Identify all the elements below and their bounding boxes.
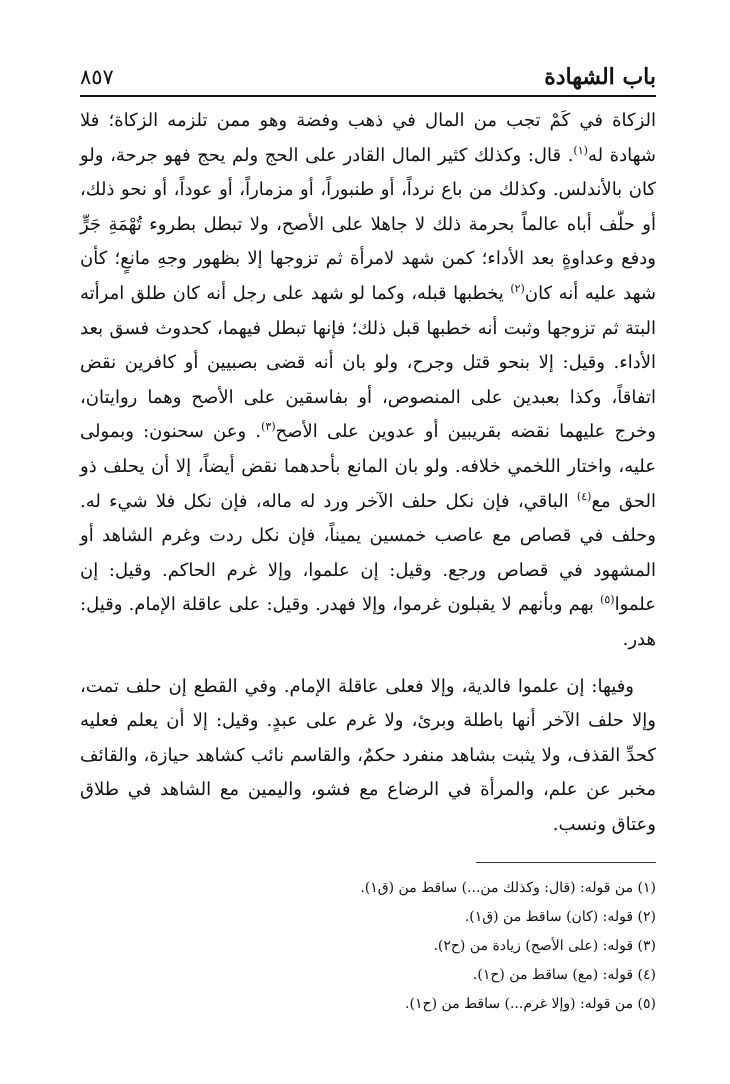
footnote: (٥) من قوله: (وإلا غرم...) ساقط من (ح١).: [405, 996, 656, 1012]
paragraph: [80, 104, 656, 658]
footnotes: [80, 874, 656, 1019]
text-run: يخطبها قبله، وكما لو شهد على رجل أنه كان طلق امرأته البتة ثم تزوجها وثبت أنه خطبها قبل ذلك؛ فإنها تبطل فيهما، كحدوث فسق بعد الأداء. وقيل: إلا بنحو قتل وجرح، ولو بان أنه قضى بصبيين أو كافرين نقض اتفاقاً، وكذا بعبدين على المنصوص، أو بفاسقين على الأصح وهما روايتان، وخرج عليهما نقضه بقريبين أو عدوين على الأصح: [80, 282, 656, 443]
footnote: (٣) قوله: (على الأصح) زيادة من (ح٢).: [433, 938, 656, 954]
main-text: [80, 104, 656, 842]
footnote-marker: (٢): [510, 281, 525, 295]
footnote: (٤) قوله: (مع) ساقط من (ح١).: [472, 967, 656, 983]
text-run: . قال: وكذلك كثير المال القادر على الحج ولم يحج فهو جرحة، ولو كان بالأندلس. وكذلك من باع نرداً، أو طنبوراً، أو مزماراً، أو عوداً، أو نحو ذلك، أو حلّف أباه عالماً بحرمة ذلك لا جاهلا على الأصح، ولا تبطل بطروء تُهْمَةِ جَرٍّ ودفع وعداوةٍ بعد الأداء؛ كمن شهد لامرأة ثم تزوجها إلا بظهور وجهِ مانعٍ؛ كأن شهد عليه أنه كان: [80, 144, 656, 304]
footnote-separator: [476, 862, 656, 863]
footnote-marker: (٣): [261, 420, 276, 434]
text-run: الزكاة في كَمْ تجب من المال في ذهب وفضة وهو ممن تلزمه الزكاة؛ فلا شهادة له: [80, 110, 656, 166]
paragraph: [80, 670, 656, 843]
footnote: (٢) قوله: (كان) ساقط من (ق١).: [464, 909, 656, 925]
text-run: بهم وبأنهم لا يقبلون غرموا، وإلا فهدر. وقيل: على عاقلة الإمام. وقيل: هدر.: [80, 594, 656, 650]
footnote-marker: (٥): [600, 593, 615, 607]
page-number: ٨٥٧: [80, 65, 114, 89]
chapter-title: باب الشهادة: [544, 64, 656, 90]
text-run: . وعن سحنون: وبمولى عليه، واختار اللخمي خلافه. ولو بان المانع بأحدهما نقض أيضاً، إلا أن يحلف ذو الحق مع: [80, 421, 656, 512]
header-rule: [80, 95, 656, 97]
text-run: الباقي، فإن نكل حلف الآخر ورد له ماله، فإن نكل فلا شيء له. وحلف في قصاص مع عاصب خمسين يميناً، فإن نكل ردت وغرم الشاهد أو المشهود في قصاص ورجع. وقيل: إن علموا، وإلا غرم الحاكم. وقيل: إن علموا: [80, 490, 656, 616]
running-header: [80, 60, 656, 94]
footnote-marker: (١): [573, 143, 588, 157]
footnote-marker: (٤): [576, 489, 592, 503]
footnote: (١) من قوله: (قال: وكذلك من...) ساقط من (ق١).: [360, 880, 656, 896]
text-run: وفيها: إن علموا فالدية، وإلا فعلى عاقلة الإمام. وفي القطع إن حلف تمت، وإلا حلف الآخر أنها باطلة وبرئ، ولا غرم على عبدٍ. وقيل: إلا أن يعلم فعليه كحدِّ القذف، ولا يثبت بشاهد منفرد حكمٌ، والقاسم نائب كشاهد حيازة، والقائف مخبر عن علم، والمرأة في الرضاع مع فشو، واليمين مع الشاهد في طلاق وعتاق ونسب.: [80, 675, 656, 835]
